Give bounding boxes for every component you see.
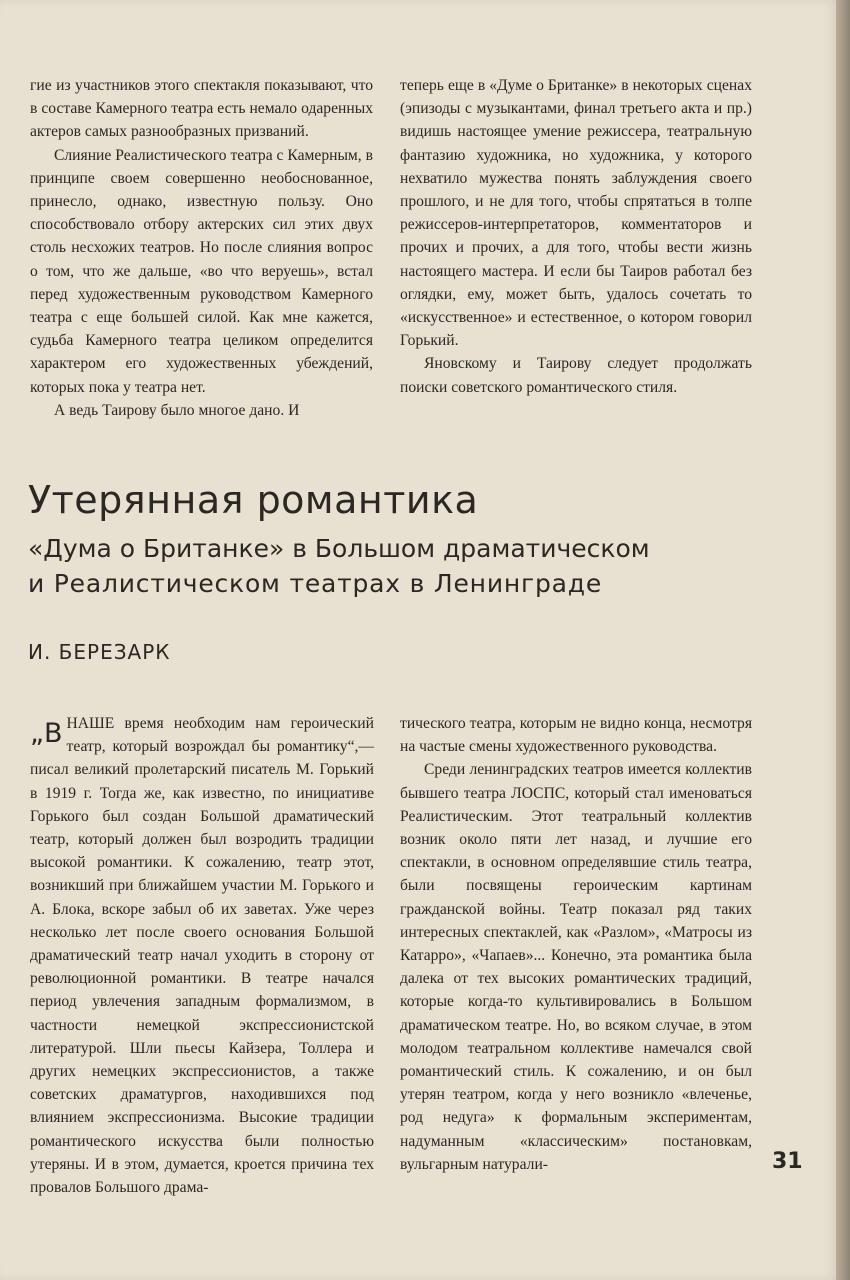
- article-column-right: [400, 712, 752, 1176]
- page-number: 31: [772, 1149, 803, 1174]
- drop-cap: „В: [30, 718, 63, 749]
- article-column-left: [30, 712, 374, 1199]
- paragraph: Слияние Реалистического театра с Камерным, в принципе своем совершенно необоснованное, принесло, однако, известную пользу. Оно способствовало отбору актерских сил этих двух столь несхожих театров. Но после слияния вопрос о том, что же дальше, «во что веруешь», встал перед художественным руководством Камерного театра с еще большей силой. Как мне кажется, судьба Камерного театра целиком определится характером его художественных убеждений, которых пока у театра нет.: [30, 146, 373, 396]
- paragraph: [30, 712, 374, 1199]
- paragraph-text: НАШЕ время необходим нам героический театр, который возрождал бы романтику“,— писал великий пролетарский писатель М. Горький в 1919 г. Тогда же, как известно, по инициативе Горького был создан Большой драматический театр, который должен был возродить традиции высокой романтики. К сожалению, театр этот, возникший при ближайшем участии М. Горького и А. Блока, вскоре забыл об их заветах. Уже через несколько лет после своего основания Большой драматический театр начал уходить в сторону от революционной романтики. В театре начался период увлечения западным формализмом, в частности немецкой экспрессионистской литературой. Шли пьесы Кайзера, Толлера и других немецких экспрессионистов, а также советских драматургов, находившихся под влиянием экспрессионизма. Высокие традиции романтического искусства были полностью утеряны. И в этом, думается, кроется причина тех провалов Большого драма-: [30, 715, 374, 1197]
- paragraph: тического театра, которым не видно конца, несмотря на частые смены художественного руководства.: [400, 715, 752, 756]
- article-subtitle-line-1: «Дума о Британке» в Большом драматическом: [28, 534, 650, 563]
- paragraph: А ведь Таирову было многое дано. И: [54, 401, 300, 419]
- article-subtitle-line-2: и Реалистическом театрах в Ленинграде: [28, 569, 602, 598]
- paragraph: Среди ленинградских театров имеется коллектив бывшего театра ЛОСПС, который стал именоваться Реалистическим. Этот театральный коллектив возник около пяти лет назад, и лучшие его спектакли, в основном определявшие стиль театра, были посвящены героическим картинам гражданской войны. Театр показал ряд таких интересных спектаклей, как «Разлом», «Матросы из Катарро», «Чапаев»... Конечно, эта романтика была далека от тех высоких романтических традиций, которые когда-то культивировались в Большом драматическом театре. Но, во всяком случае, в этом молодом театральном коллективе намечался свой романтический стиль. К сожалению, и он был утерян театром, когда у него возникло «влеченье, род недуга» к формальным экспериментам, надуманным «классическим» постановкам, вульгарным натурали-: [400, 761, 752, 1173]
- previous-article-column-right: [400, 74, 752, 399]
- paragraph: Яновскому и Таирову следует продолжать поиски советского романтического стиля.: [400, 355, 752, 396]
- page-spine-edge: [836, 0, 850, 1280]
- article-author: И. БЕРЕЗАРК: [28, 640, 171, 664]
- paragraph: гие из участников этого спектакля показывают, что в составе Камерного театра есть немало одаренных актеров самых разнообразных призваний.: [30, 77, 373, 141]
- previous-article-column-left: [30, 74, 373, 422]
- article-title: Утерянная романтика: [28, 478, 479, 522]
- paragraph: теперь еще в «Думе о Британке» в некоторых сценах (эпизоды с музыкантами, финал третьего акта и пр.) видишь настоящее умение режиссера, театральную фантазию художника, но художника, у которого нехватило мужества понять заблуждения своего прошлого, и не для того, чтобы спрятаться в толпе режиссеров-интерпретаторов, комментаторов и прочих и прочих, а для того, чтобы вести жизнь настоящего мастера. И если бы Таиров работал без оглядки, ему, может быть, удалось сочетать то «искусственное» и естественное, о котором говорил Горький.: [400, 77, 752, 350]
